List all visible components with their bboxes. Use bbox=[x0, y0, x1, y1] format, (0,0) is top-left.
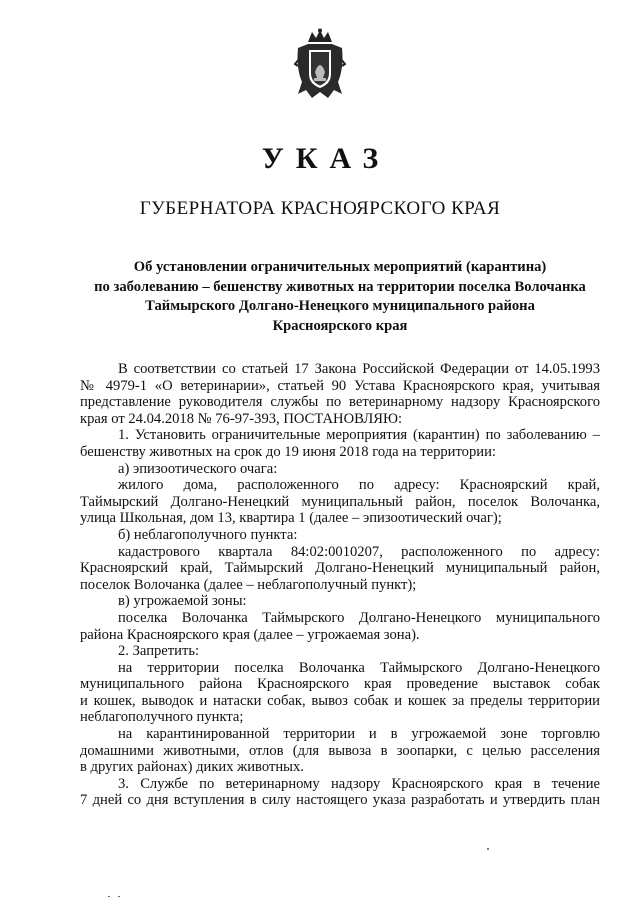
body-line: № 4979-1 «О ветеринарии», статьей 90 Устава Красноярского края, учитывая bbox=[80, 377, 600, 394]
document-title: УКАЗ bbox=[261, 142, 391, 175]
body-line: Красноярский край, Таймырский Долгано-Ненецкий муниципальный район, bbox=[80, 560, 600, 577]
body-line: 2. Запретить: bbox=[118, 643, 200, 660]
body-line: домашними животными, отлов (для вывоза в зоопарки, с целью расселения bbox=[80, 742, 600, 759]
body-line: жилого дома, расположенного по адресу: Красноярский край, bbox=[118, 477, 600, 494]
body-line: поселка Волочанка Таймырского Долгано-Ненецкого муниципального bbox=[118, 609, 600, 626]
body-line: 1. Установить ограничительные мероприятия (карантин) по заболеванию – bbox=[118, 427, 600, 444]
body-line: б) неблагополучного пункта: bbox=[118, 526, 298, 543]
body-line: муниципального района Красноярского края проведение выставок собак bbox=[80, 676, 600, 693]
body-line: неблагополучного пункта; bbox=[80, 709, 244, 726]
body-line: в) угрожаемой зоны: bbox=[118, 593, 247, 610]
body-line: поселок Волочанка (далее – неблагополучный пункт); bbox=[80, 576, 417, 593]
heading-line: Об установлении ограничительных мероприятий (карантина) bbox=[133, 259, 547, 275]
body-line: а) эпизоотического очага: bbox=[118, 460, 278, 477]
scan-speck bbox=[118, 896, 120, 897]
heading-line: по заболеванию – бешенству животных на территории поселка Волочанка bbox=[94, 278, 586, 295]
body-line: улица Школьная, дом 13, квартира 1 (далее – эпизоотический очаг); bbox=[80, 510, 502, 527]
scan-speck bbox=[108, 896, 110, 897]
body-line: 3. Службе по ветеринарному надзору Красноярского края в течение bbox=[118, 775, 600, 792]
scan-speck bbox=[487, 848, 489, 850]
document-issuer: ГУБЕРНАТОРА КРАСНОЯРСКОГО КРАЯ bbox=[139, 198, 501, 219]
heading-line: Таймырского Долгано-Ненецкого муниципального района bbox=[145, 298, 535, 314]
body-line: района Красноярского края (далее – угрожаемая зона). bbox=[80, 626, 420, 643]
body-line: в других районах) диких животных. bbox=[80, 759, 304, 776]
body-line: на карантинированной территории и в угрожаемой зоне торговлю bbox=[118, 726, 600, 743]
body-line: и кошек, выводок и натаски собак, вывоз собак и кошек за пределы территории bbox=[80, 692, 600, 709]
coat-of-arms-emblem bbox=[292, 28, 348, 102]
body-line: представление руководителя службы по ветеринарному надзору Красноярского bbox=[80, 394, 600, 411]
body-line: В соответствии со статьей 17 Закона Российской Федерации от 14.05.1993 bbox=[118, 361, 600, 377]
body-line: Таймырский Долгано-Ненецкий муниципальный район, поселок Волочанка, bbox=[80, 493, 600, 510]
heading-line: Красноярского края bbox=[272, 317, 408, 334]
body-line: края от 24.04.2018 № 76-97-393, ПОСТАНОВЛЯЮ: bbox=[80, 410, 403, 427]
body-line: бешенству животных на срок до 19 июня 2018 года на территории: bbox=[80, 443, 496, 460]
body-line: 7 дней со дня вступления в силу настоящего указа разработать и утвердить план bbox=[80, 792, 600, 809]
body-line: кадастрового квартала 84:02:0010207, расположенного по адресу: bbox=[118, 543, 600, 560]
body-line: на территории поселка Волочанка Таймырского Долгано-Ненецкого bbox=[118, 659, 600, 676]
decree-body bbox=[80, 361, 600, 809]
decree-heading bbox=[80, 258, 600, 336]
